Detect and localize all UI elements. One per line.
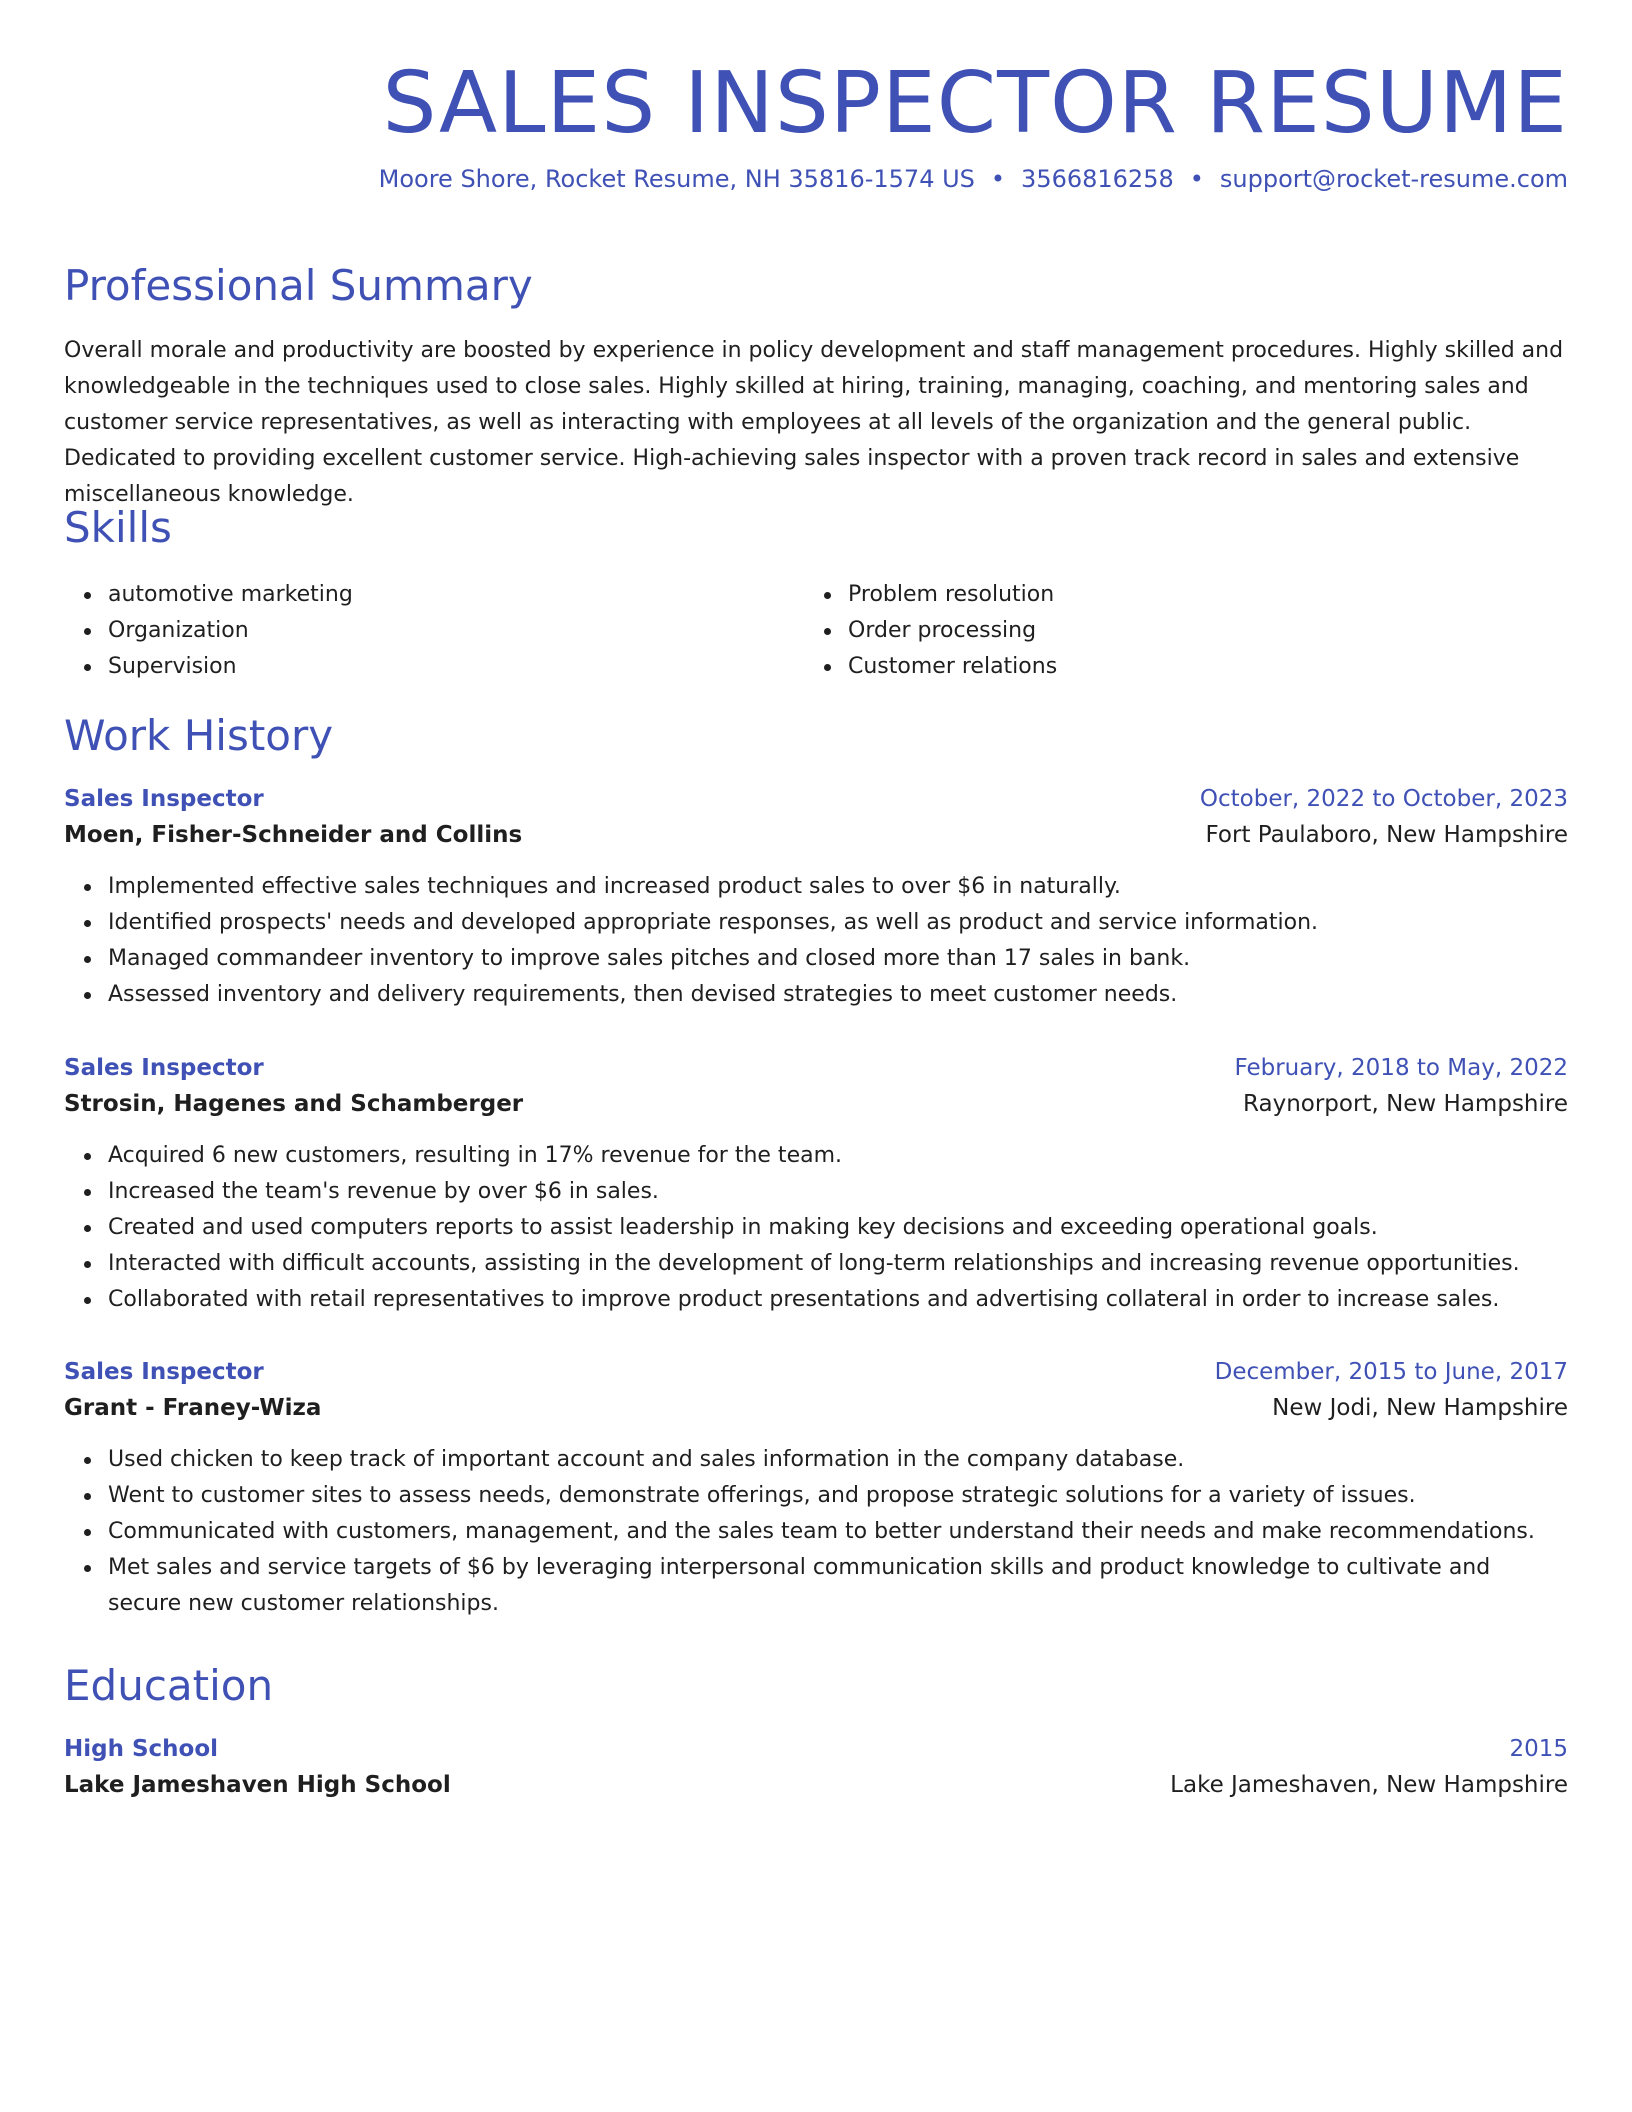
skill-item: Customer relations (848, 649, 1544, 685)
job-bullet: Met sales and service targets of $6 by leveraging interpersonal communication skills and product knowledge to cultivate and secure new customer relationships. (108, 1550, 1568, 1622)
job-title: Sales Inspector (64, 1055, 264, 1081)
summary-heading: Professional Summary (64, 261, 533, 310)
job-bullet: Increased the team's revenue by over $6 in sales. (108, 1174, 1568, 1210)
job-bullet: Managed commandeer inventory to improve sales pitches and closed more than 17 sales in bank. (108, 941, 1568, 977)
job-bullet: Identified prospects' needs and developed appropriate responses, as well as product and service information. (108, 905, 1568, 941)
contact-separator: • (1189, 165, 1204, 193)
job-title: Sales Inspector (64, 1359, 264, 1385)
job-company: Strosin, Hagenes and Schamberger (64, 1091, 524, 1117)
contact-phone: 3566816258 (1021, 165, 1174, 193)
job-company: Moen, Fisher-Schneider and Collins (64, 822, 523, 848)
skill-item: Organization (108, 613, 804, 649)
contact-address: Moore Shore, Rocket Resume, NH 35816-1574 US (378, 165, 975, 193)
job-bullet: Communicated with customers, management, and the sales team to better understand their needs and make recommendations. (108, 1514, 1568, 1550)
job-entry (64, 781, 1568, 1013)
job-bullet: Went to customer sites to assess needs, demonstrate offerings, and propose strategic solutions for a variety of issues. (108, 1478, 1568, 1514)
work-history-heading: Work History (64, 711, 334, 760)
education-degree: High School (64, 1736, 219, 1762)
skills-heading: Skills (64, 503, 172, 552)
contact-separator: • (990, 165, 1006, 193)
education-school: Lake Jameshaven High School (64, 1772, 451, 1798)
education-entry (64, 1731, 1568, 1803)
job-bullets (64, 1138, 1568, 1318)
job-location: Fort Paulaboro, New Hampshire (1205, 822, 1568, 848)
job-title: Sales Inspector (64, 786, 264, 812)
contact-line (379, 163, 1568, 195)
job-entry (64, 1050, 1568, 1318)
skill-item: automotive marketing (108, 577, 804, 613)
job-bullet: Collaborated with retail representatives to improve product presentations and advertising collateral in order to increase sales. (108, 1282, 1568, 1318)
job-dates: December, 2015 to June, 2017 (1214, 1359, 1568, 1385)
job-bullet: Assessed inventory and delivery requirements, then devised strategies to meet customer needs. (108, 977, 1568, 1013)
job-bullet: Created and used computers reports to assist leadership in making key decisions and exceeding operational goals. (108, 1210, 1568, 1246)
job-location: Raynorport, New Hampshire (1243, 1091, 1568, 1117)
skill-item: Supervision (108, 649, 804, 685)
job-company: Grant - Franey-Wiza (64, 1395, 322, 1421)
job-bullet: Implemented effective sales techniques and increased product sales to over $6 in naturally. (108, 869, 1568, 905)
job-bullet: Acquired 6 new customers, resulting in 17% revenue for the team. (108, 1138, 1568, 1174)
skills-column-right (804, 577, 1544, 685)
education-heading: Education (64, 1661, 274, 1710)
education-year: 2015 (1509, 1736, 1568, 1762)
job-bullets (64, 1442, 1568, 1622)
education-location: Lake Jameshaven, New Hampshire (1170, 1772, 1568, 1798)
job-location: New Jodi, New Hampshire (1272, 1395, 1568, 1421)
contact-email[interactable]: support@rocket-resume.com (1219, 165, 1568, 193)
skills-list (64, 577, 1568, 685)
job-dates: October, 2022 to October, 2023 (1199, 786, 1568, 812)
skill-item: Order processing (848, 613, 1544, 649)
job-entry (64, 1354, 1568, 1622)
summary-text: Overall morale and productivity are boosted by experience in policy development and staff management procedures. Highly skilled and knowledgeable in the techniques used to close sales. Highly skilled at hiring, training, managing, coaching, and mentoring sales and customer service representatives, as well as interacting with employees at all levels of the organization and the general public. Dedicated to providing excellent customer service. High-achieving sales inspector with a proven track record in sales and extensive miscellaneous knowledge. (64, 338, 1564, 507)
job-dates: February, 2018 to May, 2022 (1234, 1055, 1568, 1081)
skill-item: Problem resolution (848, 577, 1544, 613)
job-bullets (64, 869, 1568, 1013)
job-bullet: Used chicken to keep track of important account and sales information in the company database. (108, 1442, 1568, 1478)
skills-column-left (64, 577, 804, 685)
resume-title: SALES INSPECTOR RESUME (382, 54, 1568, 153)
job-bullet: Interacted with difficult accounts, assisting in the development of long-term relationships and increasing revenue opportunities. (108, 1246, 1568, 1282)
